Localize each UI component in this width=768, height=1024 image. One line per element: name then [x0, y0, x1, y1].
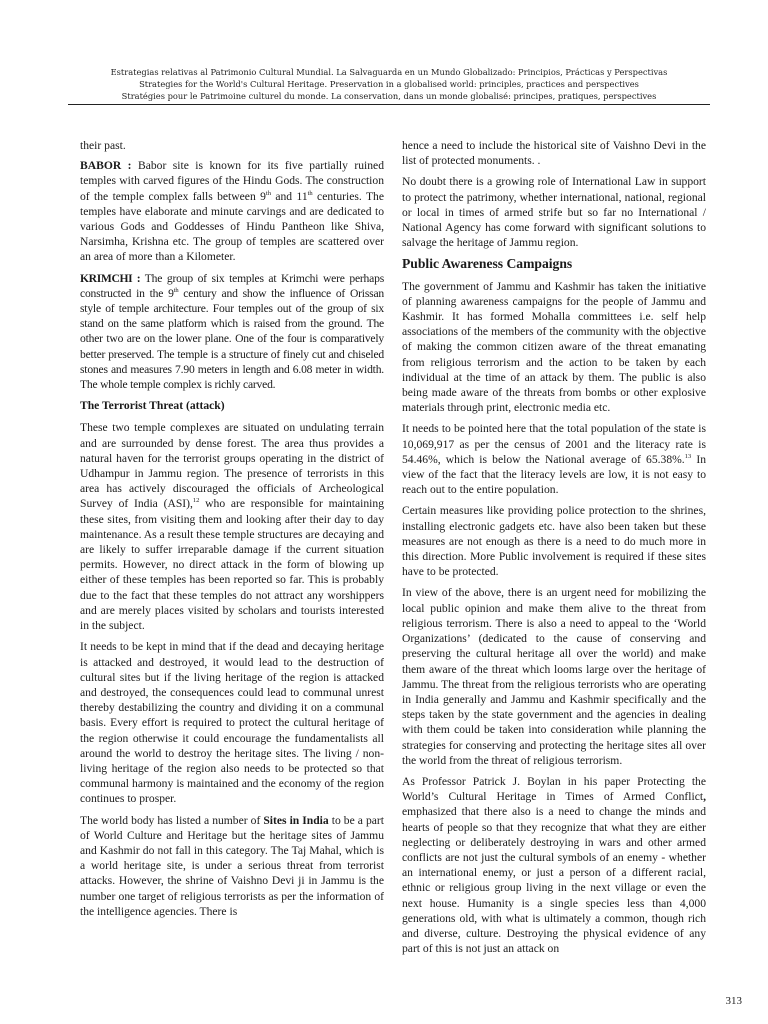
right-column: [402, 138, 706, 962]
babor-label: BABOR :: [80, 159, 132, 173]
paragraph-babor: BABOR : Babor site is known for its five partially ruined temples with carved figures of the Hindu Gods. The construction of the temple complex falls between 9th and 11th centuries. The temples have elaborate and minute carvings and are dedicated to various Gods and Goddesses of Hindu Pantheon like Shiva, Narsimha, Krishna etc. The group of temples are scattered over an area of more than a Kilometer.: [80, 159, 384, 264]
paragraph-krimchi: KRIMCHI : The group of six temples at Krimchi were perhaps constructed in the 9th century and show the influence of Orissan style of temple architecture. Four temples out of the group of six stand on the same platform which is raised from the ground. The other two are on the lower plane. One of the four is comparatively better preserved. The temple is a structure of finely cut and chiseled stones and measures 7.90 meters in length and 6.08 meter in width. The whole temple complex is richly carved.: [80, 271, 384, 392]
header-line-spanish: Estrategias relativas al Patrimonio Cultural Mundial. La Salvaguarda en un Mundo Globalizado: Principios, Prácticas y Perspectivas: [110, 67, 668, 77]
running-header: [70, 66, 708, 102]
paragraph-boylan: As Professor Patrick J. Boylan in his paper Protecting the World’s Cultural Heritage in Times of Armed Conflict, emphasized that there also is a need to change the minds and hearts of people so that they recognize that what they are either neglecting or deliberately destroying in wars and other armed conflicts are not just the cultural symbols of an enemy - whether an international enemy, or just a person of a different racial, ethnic or religious group living in the next village or even the next house. Humanity is a single species less than 4,000 generations old, with what is ultimately a common, though rich and diverse, culture. Destroying the physical evidence of any part of this is not just an attack on: [402, 774, 706, 956]
paragraph-measures: Certain measures like providing police protection to the shrines, installing electronic gadgets etc. have also been taken but these measures are not enough as there is a need to do much more in this direction. More Public involvement is required if these sites have to be protected.: [402, 504, 706, 579]
heading-public-awareness: Public Awareness Campaigns: [402, 256, 573, 272]
paragraph-terrain: These two temple complexes are situated on undulating terrain and are surrounded by dense forest. The area thus provides a natural haven for the terrorist groups operating in the district of Udhampur in Jammu region. The presence of terrorists in this area has actively discouraged the officials of Archeological Survey of India (ASI),$^{12}$ who are responsible for maintaining these sites, from visiting them and looking after their day to day maintenance. As a result these temple structures are decaying and are likely to suffer irreparable damage if the current situation permits. However, no direct attack in the form of blowing up either of these temples has been reported so far. This is probably due to the fact that these temples do not attract any worshippers and are merely places visited by scholars and tourists interested in the subject.: [80, 421, 384, 633]
header-line-french: Stratégies pour le Patrimoine culturel du monde. La conservation, dans un monde globalisé: principes, pratiques, perspectives: [121, 91, 657, 101]
paragraph-their-past: their past.: [80, 139, 126, 152]
header-divider: [68, 104, 710, 105]
paragraph-world-body: The world body has listed a number of Sites in India to be a part of World Culture and Heritage but the heritage sites of Jammu and Kashmir do not fall in this category. The Taj Mahal, which is a world heritage site, is under a serious threat from terrorist attacks. However, the shrine of Vaishno Devi ji in Jammu is the number one target of religious terrorists as per the information of the intelligence agencies. There is: [80, 813, 384, 918]
paragraph-in-view: In view of the above, there is an urgent need for mobilizing the local public opinion and make them alive to the threat from religious terrorism. There is also a need to appeal to the ‘World Organizations’ (dedicated to the cause of conserving and preserving the cultural heritage all over the world) and make them aware of the threat which looms large over the heritage of Jammu. The threat from the religious terrorists who are operating in India generally and Jammu and Kashmir specifically and the steps taken by the state government and the agencies in dealing with them could be taken into consideration while planning the strategies for conserving and protecting the heritage sites all over the world from the threat of religious terrorism.: [402, 586, 706, 767]
paragraph-government: The government of Jammu and Kashmir has taken the initiative of planning awareness campaigns for the people of Jammu and Kashmir. It has formed Mohalla committees i.e. self help associations of the members of the community with the objective of making the common citizen aware of the threat emanating from religious terrorism and the action to be taken by each individual at the time of an attack by them. The public is also being made aware of the threats from bombs or other explosive materials through print, electronic media etc.: [402, 279, 706, 415]
sites-in-india: Sites in India: [263, 813, 329, 827]
krimchi-label: KRIMCHI :: [80, 271, 141, 285]
paragraph-population: It needs to be pointed here that the total population of the state is 10,069,917 as per the census of 2001 and the literacy rate is 54.46%, which is below the National average of 65.38%.$^{13}$ In view of the fact that the literacy levels are low, it is not easy to reach out to the entire population.: [402, 422, 706, 497]
paragraph-kept-in-mind: It needs to be kept in mind that if the dead and decaying heritage is attacked and destroyed, it would lead to the destruction of cultural sites but if the living heritage of the region is attacked and destroyed, the consequences could lead to communal unrest thereby destabilizing the country and dividing it on a communal basis. Every effort is required to protect the cultural heritage of the region otherwise it could encourage the fundamentalists all around the world to destroy the heritage sites. The living / non-living heritage of the region also needs to be protected so that communal harmony is maintained and the economy of the region continues to prosper.: [80, 640, 384, 806]
heading-terrorist-threat: The Terrorist Threat (attack): [80, 399, 225, 413]
paragraph-hence: hence a need to include the historical site of Vaishno Devi in the list of protected monuments. .: [402, 139, 706, 168]
page-number: 313: [725, 995, 742, 1007]
left-column: [80, 138, 384, 925]
header-line-english: Strategies for the World's Cultural Heritage. Preservation in a globalised world: principles, practices and perspectives: [139, 79, 639, 89]
paragraph-no-doubt: No doubt there is a growing role of International Law in support to protect the patrimony, whether international, national, regional or local in times of armed strife but so far no International / National Agency has come forward with significant solutions to salvage the heritage of Jammu region.: [402, 175, 706, 250]
